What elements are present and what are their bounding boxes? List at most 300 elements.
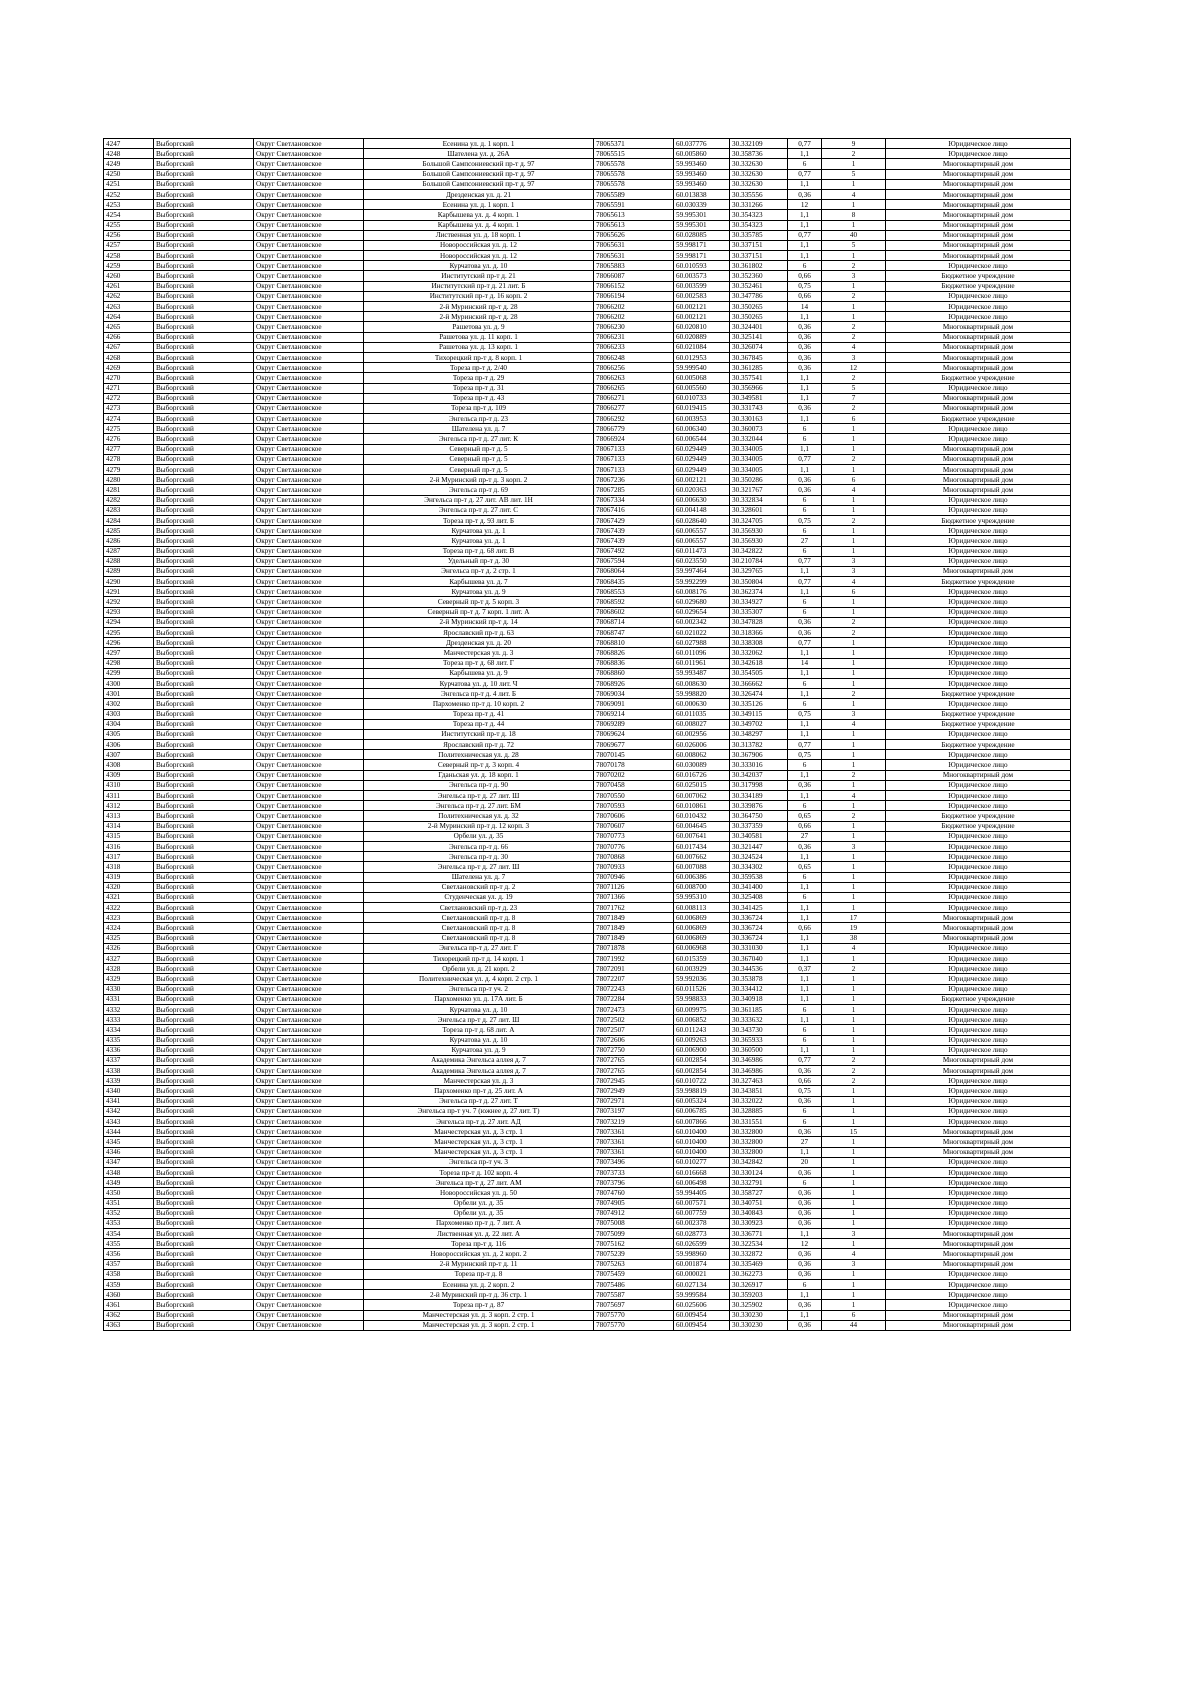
volume-cell: 1,1 bbox=[788, 648, 822, 658]
longitude-cell: 30.336724 bbox=[730, 933, 788, 943]
volume-cell: 0,36 bbox=[788, 1320, 822, 1330]
table-row bbox=[104, 200, 1071, 210]
district-cell: Выборгский bbox=[154, 363, 254, 373]
okrug-cell: Округ Светлановское bbox=[254, 1106, 364, 1116]
code-cell: 78065589 bbox=[594, 189, 674, 199]
volume-cell: 1,1 bbox=[788, 882, 822, 892]
table-row bbox=[104, 322, 1071, 332]
address-cell: Энгельса пр-т д. 27 лит. Ш bbox=[364, 1015, 594, 1025]
okrug-cell: Округ Светлановское bbox=[254, 872, 364, 882]
okrug-cell: Округ Светлановское bbox=[254, 475, 364, 485]
okrug-cell: Округ Светлановское bbox=[254, 179, 364, 189]
row-number: 4330 bbox=[104, 984, 154, 994]
row-number: 4289 bbox=[104, 566, 154, 576]
count-cell: 1 bbox=[822, 903, 886, 913]
longitude-cell: 30.349115 bbox=[730, 709, 788, 719]
okrug-cell: Округ Светлановское bbox=[254, 139, 364, 149]
table-row bbox=[104, 1055, 1071, 1065]
table-row bbox=[104, 719, 1071, 729]
volume-cell: 6 bbox=[788, 699, 822, 709]
address-cell: Карбышева ул. д. 4 корп. 1 bbox=[364, 210, 594, 220]
okrug-cell: Округ Светлановское bbox=[254, 383, 364, 393]
district-cell: Выборгский bbox=[154, 1310, 254, 1320]
volume-cell: 0,36 bbox=[788, 1188, 822, 1198]
latitude-cell: 59.992299 bbox=[674, 577, 730, 587]
row-number: 4263 bbox=[104, 302, 154, 312]
row-number: 4311 bbox=[104, 791, 154, 801]
table-row bbox=[104, 444, 1071, 454]
okrug-cell: Округ Светлановское bbox=[254, 1045, 364, 1055]
volume-cell: 0,66 bbox=[788, 923, 822, 933]
owner-type-cell: Юридическое лицо bbox=[886, 892, 1071, 902]
district-cell: Выборгский bbox=[154, 1178, 254, 1188]
count-cell: 12 bbox=[822, 363, 886, 373]
district-cell: Выборгский bbox=[154, 475, 254, 485]
volume-cell: 0,36 bbox=[788, 617, 822, 627]
row-number: 4338 bbox=[104, 1066, 154, 1076]
latitude-cell: 60.016668 bbox=[674, 1167, 730, 1177]
okrug-cell: Округ Светлановское bbox=[254, 1035, 364, 1045]
okrug-cell: Округ Светлановское bbox=[254, 964, 364, 974]
owner-type-cell: Многоквартирный дом bbox=[886, 352, 1071, 362]
district-cell: Выборгский bbox=[154, 740, 254, 750]
owner-type-cell: Юридическое лицо bbox=[886, 1035, 1071, 1045]
longitude-cell: 30.365933 bbox=[730, 1035, 788, 1045]
table-row bbox=[104, 1066, 1071, 1076]
count-cell: 2 bbox=[822, 689, 886, 699]
table-row bbox=[104, 424, 1071, 434]
longitude-cell: 30.321767 bbox=[730, 485, 788, 495]
volume-cell: 0,36 bbox=[788, 403, 822, 413]
count-cell: 1 bbox=[822, 974, 886, 984]
table-row bbox=[104, 373, 1071, 383]
address-cell: Академика Энгельса аллея д. 7 bbox=[364, 1066, 594, 1076]
owner-type-cell: Юридическое лицо bbox=[886, 1004, 1071, 1014]
count-cell: 1 bbox=[822, 1157, 886, 1167]
address-cell: Студенческая ул. д. 19 bbox=[364, 892, 594, 902]
count-cell: 3 bbox=[822, 841, 886, 851]
row-number: 4357 bbox=[104, 1259, 154, 1269]
okrug-cell: Округ Светлановское bbox=[254, 1025, 364, 1035]
row-number: 4326 bbox=[104, 943, 154, 953]
table-row bbox=[104, 1300, 1071, 1310]
latitude-cell: 60.006340 bbox=[674, 424, 730, 434]
count-cell: 1 bbox=[822, 658, 886, 668]
code-cell: 78068553 bbox=[594, 587, 674, 597]
volume-cell: 6 bbox=[788, 424, 822, 434]
okrug-cell: Округ Светлановское bbox=[254, 923, 364, 933]
count-cell: 1 bbox=[822, 994, 886, 1004]
address-cell: Энгельса пр-т д. 27 лит. К bbox=[364, 434, 594, 444]
count-cell: 1 bbox=[822, 465, 886, 475]
okrug-cell: Округ Светлановское bbox=[254, 617, 364, 627]
volume-cell: 1,1 bbox=[788, 994, 822, 1004]
okrug-cell: Округ Светлановское bbox=[254, 1178, 364, 1188]
volume-cell: 0,75 bbox=[788, 515, 822, 525]
owner-type-cell: Юридическое лицо bbox=[886, 1086, 1071, 1096]
count-cell: 2 bbox=[822, 628, 886, 638]
table-row bbox=[104, 220, 1071, 230]
district-cell: Выборгский bbox=[154, 505, 254, 515]
latitude-cell: 60.010400 bbox=[674, 1147, 730, 1157]
district-cell: Выборгский bbox=[154, 169, 254, 179]
table-row bbox=[104, 831, 1071, 841]
code-cell: 78072284 bbox=[594, 994, 674, 1004]
code-cell: 78068926 bbox=[594, 678, 674, 688]
volume-cell: 1,1 bbox=[788, 974, 822, 984]
row-number: 4305 bbox=[104, 729, 154, 739]
count-cell: 1 bbox=[822, 607, 886, 617]
owner-type-cell: Юридическое лицо bbox=[886, 1076, 1071, 1086]
district-cell: Выборгский bbox=[154, 373, 254, 383]
count-cell: 1 bbox=[822, 1137, 886, 1147]
district-cell: Выборгский bbox=[154, 1045, 254, 1055]
table-row bbox=[104, 1157, 1071, 1167]
row-number: 4320 bbox=[104, 882, 154, 892]
district-cell: Выборгский bbox=[154, 811, 254, 821]
latitude-cell: 59.993460 bbox=[674, 179, 730, 189]
code-cell: 78072473 bbox=[594, 1004, 674, 1014]
volume-cell: 1,1 bbox=[788, 414, 822, 424]
district-cell: Выборгский bbox=[154, 1076, 254, 1086]
latitude-cell: 60.002956 bbox=[674, 729, 730, 739]
code-cell: 78069091 bbox=[594, 699, 674, 709]
longitude-cell: 30.330230 bbox=[730, 1320, 788, 1330]
count-cell: 15 bbox=[822, 1127, 886, 1137]
longitude-cell: 30.347828 bbox=[730, 617, 788, 627]
longitude-cell: 30.332872 bbox=[730, 1249, 788, 1259]
count-cell: 1 bbox=[822, 801, 886, 811]
okrug-cell: Округ Светлановское bbox=[254, 882, 364, 892]
code-cell: 78065626 bbox=[594, 230, 674, 240]
owner-type-cell: Юридическое лицо bbox=[886, 505, 1071, 515]
code-cell: 78072765 bbox=[594, 1055, 674, 1065]
latitude-cell: 60.010722 bbox=[674, 1076, 730, 1086]
okrug-cell: Округ Светлановское bbox=[254, 852, 364, 862]
row-number: 4343 bbox=[104, 1117, 154, 1127]
address-cell: Северный пр-т д. 5 bbox=[364, 454, 594, 464]
volume-cell: 0,66 bbox=[788, 1076, 822, 1086]
longitude-cell: 30.335556 bbox=[730, 189, 788, 199]
row-number: 4259 bbox=[104, 261, 154, 271]
district-cell: Выборгский bbox=[154, 913, 254, 923]
district-cell: Выборгский bbox=[154, 638, 254, 648]
owner-type-cell: Бюджетное учреждение bbox=[886, 373, 1071, 383]
table-row bbox=[104, 1249, 1071, 1259]
latitude-cell: 60.020810 bbox=[674, 322, 730, 332]
longitude-cell: 30.326474 bbox=[730, 689, 788, 699]
volume-cell: 1,1 bbox=[788, 1290, 822, 1300]
count-cell: 3 bbox=[822, 352, 886, 362]
latitude-cell: 60.006544 bbox=[674, 434, 730, 444]
count-cell: 4 bbox=[822, 485, 886, 495]
address-cell: Есенина ул. д. 1 корп. 1 bbox=[364, 139, 594, 149]
row-number: 4252 bbox=[104, 189, 154, 199]
district-cell: Выборгский bbox=[154, 770, 254, 780]
count-cell: 1 bbox=[822, 505, 886, 515]
okrug-cell: Округ Светлановское bbox=[254, 729, 364, 739]
longitude-cell: 30.359203 bbox=[730, 1290, 788, 1300]
row-number: 4267 bbox=[104, 342, 154, 352]
address-cell: Есенина ул. д. 2 корп. 2 bbox=[364, 1280, 594, 1290]
code-cell: 78071849 bbox=[594, 923, 674, 933]
district-cell: Выборгский bbox=[154, 1290, 254, 1300]
district-cell: Выборгский bbox=[154, 393, 254, 403]
address-cell: Энгельса пр-т д. 30 bbox=[364, 852, 594, 862]
row-number: 4310 bbox=[104, 780, 154, 790]
district-cell: Выборгский bbox=[154, 1015, 254, 1025]
row-number: 4328 bbox=[104, 964, 154, 974]
longitude-cell: 30.324705 bbox=[730, 515, 788, 525]
row-number: 4336 bbox=[104, 1045, 154, 1055]
owner-type-cell: Юридическое лицо bbox=[886, 638, 1071, 648]
volume-cell: 0,36 bbox=[788, 780, 822, 790]
latitude-cell: 60.002378 bbox=[674, 1218, 730, 1228]
code-cell: 78068064 bbox=[594, 566, 674, 576]
code-cell: 78065578 bbox=[594, 179, 674, 189]
count-cell: 1 bbox=[822, 179, 886, 189]
longitude-cell: 30.334412 bbox=[730, 984, 788, 994]
address-cell: Северный пр-т д. 3 корп. 4 bbox=[364, 760, 594, 770]
address-cell: Энгельса пр-т д. 69 bbox=[364, 485, 594, 495]
district-cell: Выборгский bbox=[154, 1300, 254, 1310]
okrug-cell: Округ Светлановское bbox=[254, 1269, 364, 1279]
district-cell: Выборгский bbox=[154, 1229, 254, 1239]
code-cell: 78072949 bbox=[594, 1086, 674, 1096]
row-number: 4327 bbox=[104, 954, 154, 964]
code-cell: 78065613 bbox=[594, 220, 674, 230]
longitude-cell: 30.325902 bbox=[730, 1300, 788, 1310]
code-cell: 78067133 bbox=[594, 444, 674, 454]
district-cell: Выборгский bbox=[154, 210, 254, 220]
latitude-cell: 60.003929 bbox=[674, 964, 730, 974]
row-number: 4339 bbox=[104, 1076, 154, 1086]
district-cell: Выборгский bbox=[154, 383, 254, 393]
table-row bbox=[104, 505, 1071, 515]
address-cell: 2-й Муринский пр-т д. 11 bbox=[364, 1259, 594, 1269]
row-number: 4337 bbox=[104, 1055, 154, 1065]
row-number: 4340 bbox=[104, 1086, 154, 1096]
district-cell: Выборгский bbox=[154, 1157, 254, 1167]
row-number: 4264 bbox=[104, 312, 154, 322]
owner-type-cell: Многоквартирный дом bbox=[886, 200, 1071, 210]
address-cell: Северный пр-т д. 5 корп. 3 bbox=[364, 597, 594, 607]
volume-cell: 27 bbox=[788, 1137, 822, 1147]
code-cell: 78067492 bbox=[594, 546, 674, 556]
address-cell: Энгельса пр-т д. 27 лит. Г bbox=[364, 943, 594, 953]
okrug-cell: Округ Светлановское bbox=[254, 536, 364, 546]
volume-cell: 6 bbox=[788, 505, 822, 515]
longitude-cell: 30.324524 bbox=[730, 852, 788, 862]
latitude-cell: 59.998960 bbox=[674, 1249, 730, 1259]
latitude-cell: 59.997464 bbox=[674, 566, 730, 576]
code-cell: 78073197 bbox=[594, 1106, 674, 1116]
code-cell: 78074760 bbox=[594, 1188, 674, 1198]
address-cell: Пархоменко пр-т д. 7 лит. А bbox=[364, 1218, 594, 1228]
latitude-cell: 60.021022 bbox=[674, 628, 730, 638]
code-cell: 78068860 bbox=[594, 668, 674, 678]
longitude-cell: 30.340581 bbox=[730, 831, 788, 841]
owner-type-cell: Юридическое лицо bbox=[886, 750, 1071, 760]
latitude-cell: 60.011243 bbox=[674, 1025, 730, 1035]
district-cell: Выборгский bbox=[154, 607, 254, 617]
latitude-cell: 60.005560 bbox=[674, 383, 730, 393]
count-cell: 1 bbox=[822, 648, 886, 658]
count-cell: 7 bbox=[822, 393, 886, 403]
count-cell: 6 bbox=[822, 1310, 886, 1320]
latitude-cell: 60.007662 bbox=[674, 852, 730, 862]
district-cell: Выборгский bbox=[154, 791, 254, 801]
latitude-cell: 60.007088 bbox=[674, 862, 730, 872]
okrug-cell: Округ Светлановское bbox=[254, 994, 364, 1004]
okrug-cell: Округ Светлановское bbox=[254, 291, 364, 301]
row-number: 4352 bbox=[104, 1208, 154, 1218]
owner-type-cell: Юридическое лицо bbox=[886, 729, 1071, 739]
code-cell: 78072502 bbox=[594, 1015, 674, 1025]
volume-cell: 0,36 bbox=[788, 1249, 822, 1259]
row-number: 4274 bbox=[104, 414, 154, 424]
okrug-cell: Округ Светлановское bbox=[254, 597, 364, 607]
okrug-cell: Округ Светлановское bbox=[254, 1208, 364, 1218]
latitude-cell: 60.003599 bbox=[674, 281, 730, 291]
volume-cell: 1,1 bbox=[788, 210, 822, 220]
row-number: 4314 bbox=[104, 821, 154, 831]
okrug-cell: Округ Светлановское bbox=[254, 658, 364, 668]
district-cell: Выборгский bbox=[154, 291, 254, 301]
count-cell: 1 bbox=[822, 668, 886, 678]
volume-cell: 14 bbox=[788, 658, 822, 668]
table-row bbox=[104, 699, 1071, 709]
code-cell: 78067594 bbox=[594, 556, 674, 566]
longitude-cell: 30.341425 bbox=[730, 903, 788, 913]
longitude-cell: 30.358736 bbox=[730, 149, 788, 159]
volume-cell: 0,36 bbox=[788, 189, 822, 199]
latitude-cell: 60.002121 bbox=[674, 475, 730, 485]
address-cell: Энгельса пр-т д. 66 bbox=[364, 841, 594, 851]
latitude-cell: 60.015359 bbox=[674, 954, 730, 964]
address-cell: Тореза пр-т д. 31 bbox=[364, 383, 594, 393]
latitude-cell: 60.020363 bbox=[674, 485, 730, 495]
longitude-cell: 30.362374 bbox=[730, 587, 788, 597]
owner-type-cell: Многоквартирный дом bbox=[886, 465, 1071, 475]
district-cell: Выборгский bbox=[154, 709, 254, 719]
table-row bbox=[104, 678, 1071, 688]
address-cell: Большой Сампсониевский пр-т д. 97 bbox=[364, 169, 594, 179]
latitude-cell: 59.993460 bbox=[674, 169, 730, 179]
latitude-cell: 60.006557 bbox=[674, 536, 730, 546]
latitude-cell: 60.010277 bbox=[674, 1157, 730, 1167]
table-row bbox=[104, 291, 1071, 301]
okrug-cell: Округ Светлановское bbox=[254, 587, 364, 597]
row-number: 4296 bbox=[104, 638, 154, 648]
table-row bbox=[104, 770, 1071, 780]
code-cell: 78066779 bbox=[594, 424, 674, 434]
code-cell: 78075263 bbox=[594, 1259, 674, 1269]
volume-cell: 0,77 bbox=[788, 556, 822, 566]
okrug-cell: Округ Светлановское bbox=[254, 903, 364, 913]
address-cell: Лиственная ул. д. 22 лит. А bbox=[364, 1229, 594, 1239]
okrug-cell: Округ Светлановское bbox=[254, 251, 364, 261]
longitude-cell: 30.334005 bbox=[730, 465, 788, 475]
volume-cell: 1,1 bbox=[788, 587, 822, 597]
okrug-cell: Округ Светлановское bbox=[254, 577, 364, 587]
okrug-cell: Округ Светлановское bbox=[254, 719, 364, 729]
row-number: 4254 bbox=[104, 210, 154, 220]
code-cell: 78072765 bbox=[594, 1066, 674, 1076]
row-number: 4277 bbox=[104, 444, 154, 454]
latitude-cell: 60.002583 bbox=[674, 291, 730, 301]
volume-cell: 6 bbox=[788, 872, 822, 882]
table-row bbox=[104, 1147, 1071, 1157]
okrug-cell: Округ Светлановское bbox=[254, 1280, 364, 1290]
okrug-cell: Округ Светлановское bbox=[254, 984, 364, 994]
row-number: 4341 bbox=[104, 1096, 154, 1106]
latitude-cell: 60.029449 bbox=[674, 465, 730, 475]
district-cell: Выборгский bbox=[154, 352, 254, 362]
owner-type-cell: Многоквартирный дом bbox=[886, 923, 1071, 933]
district-cell: Выборгский bbox=[154, 1137, 254, 1147]
table-row bbox=[104, 1106, 1071, 1116]
district-cell: Выборгский bbox=[154, 994, 254, 1004]
table-row bbox=[104, 668, 1071, 678]
okrug-cell: Округ Светлановское bbox=[254, 668, 364, 678]
okrug-cell: Округ Светлановское bbox=[254, 556, 364, 566]
code-cell: 78068435 bbox=[594, 577, 674, 587]
row-number: 4256 bbox=[104, 230, 154, 240]
latitude-cell: 60.008113 bbox=[674, 903, 730, 913]
owner-type-cell: Юридическое лицо bbox=[886, 648, 1071, 658]
volume-cell: 6 bbox=[788, 760, 822, 770]
latitude-cell: 60.030339 bbox=[674, 200, 730, 210]
owner-type-cell: Юридическое лицо bbox=[886, 383, 1071, 393]
address-cell: Светлановский пр-т д. 8 bbox=[364, 913, 594, 923]
district-cell: Выборгский bbox=[154, 852, 254, 862]
latitude-cell: 60.007759 bbox=[674, 1208, 730, 1218]
longitude-cell: 30.318366 bbox=[730, 628, 788, 638]
district-cell: Выборгский bbox=[154, 251, 254, 261]
okrug-cell: Округ Светлановское bbox=[254, 1229, 364, 1239]
table-row bbox=[104, 302, 1071, 312]
code-cell: 78066265 bbox=[594, 383, 674, 393]
latitude-cell: 60.028773 bbox=[674, 1229, 730, 1239]
longitude-cell: 30.360073 bbox=[730, 424, 788, 434]
owner-type-cell: Юридическое лицо bbox=[886, 1290, 1071, 1300]
address-cell: 2-й Муринский пр-т д. 14 bbox=[364, 617, 594, 627]
code-cell: 78072971 bbox=[594, 1096, 674, 1106]
longitude-cell: 30.328885 bbox=[730, 1106, 788, 1116]
row-number: 4291 bbox=[104, 587, 154, 597]
latitude-cell: 60.001874 bbox=[674, 1259, 730, 1269]
okrug-cell: Округ Светлановское bbox=[254, 689, 364, 699]
owner-type-cell: Юридическое лицо bbox=[886, 984, 1071, 994]
volume-cell: 0,66 bbox=[788, 271, 822, 281]
latitude-cell: 60.016726 bbox=[674, 770, 730, 780]
code-cell: 78066087 bbox=[594, 271, 674, 281]
address-cell: Энгельса пр-т д. 2 стр. 1 bbox=[364, 566, 594, 576]
row-number: 4335 bbox=[104, 1035, 154, 1045]
longitude-cell: 30.334005 bbox=[730, 444, 788, 454]
longitude-cell: 30.352461 bbox=[730, 281, 788, 291]
address-cell: Ярославский пр-т д. 72 bbox=[364, 740, 594, 750]
code-cell: 78070776 bbox=[594, 841, 674, 851]
okrug-cell: Округ Светлановское bbox=[254, 332, 364, 342]
owner-type-cell: Юридическое лицо bbox=[886, 943, 1071, 953]
count-cell: 1 bbox=[822, 536, 886, 546]
address-cell: Институтский пр-т д. 18 bbox=[364, 729, 594, 739]
latitude-cell: 60.020889 bbox=[674, 332, 730, 342]
address-cell: Тихорецкий пр-т д. 14 корп. 1 bbox=[364, 954, 594, 964]
owner-type-cell: Юридическое лицо bbox=[886, 536, 1071, 546]
